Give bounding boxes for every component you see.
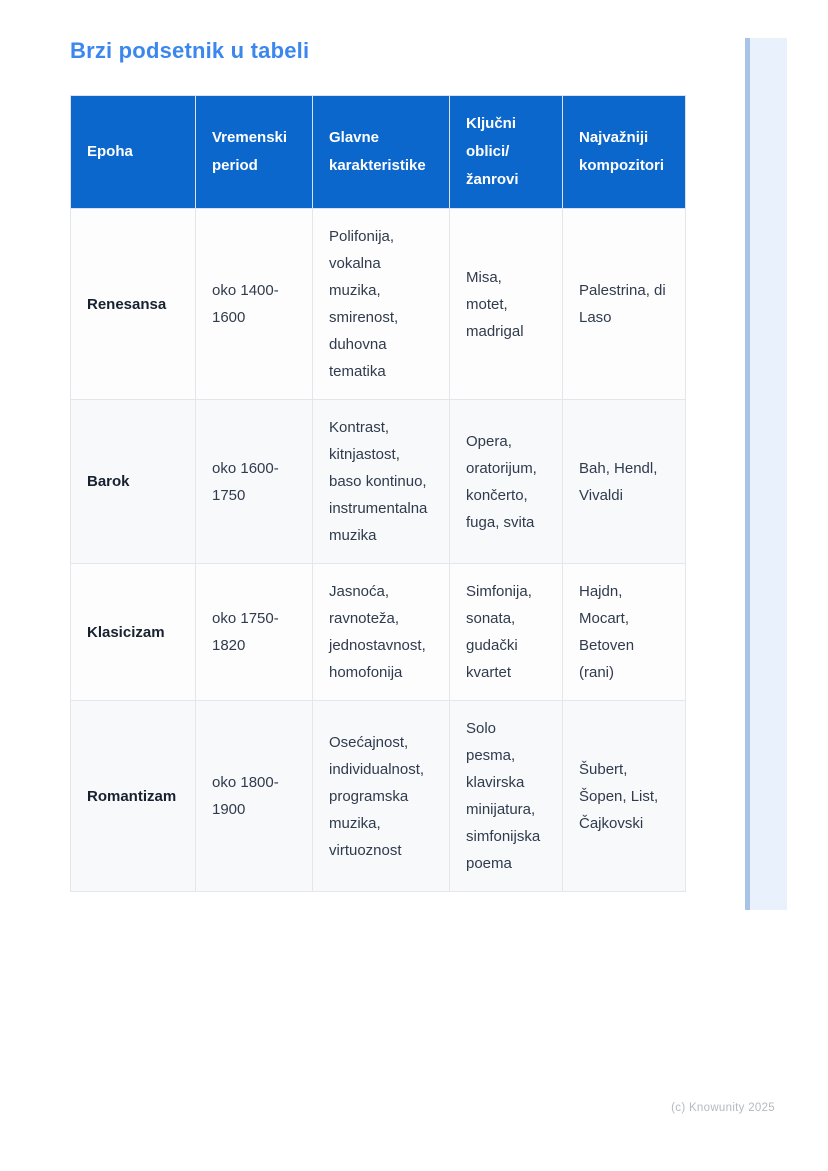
cell-characteristics: Kontrast, kitnjastost, baso kontinuo, instrumentalna muzika [313,400,450,564]
table-row-klasicizam [71,564,686,701]
table-body [71,209,686,892]
cell-epoch: Barok [71,400,196,564]
cell-epoch: Renesansa [71,209,196,400]
cell-characteristics: Jasnoća, ravnoteža, jednostavnost, homofonija [313,564,450,701]
cell-composers: Palestrina, di Laso [563,209,686,400]
cell-characteristics: Polifonija, vokalna muzika, smirenost, duhovna tematika [313,209,450,400]
column-header-najvazniji-kompozitori: Najvažniji kompozitori [563,96,686,209]
column-header-epoha: Epoha [71,96,196,209]
copyright-text: (c) Knowunity 2025 [671,1102,775,1114]
cell-composers: Hajdn, Mocart, Betoven (rani) [563,564,686,701]
cell-period: oko 1600-1750 [196,400,313,564]
cell-epoch: Romantizam [71,701,196,892]
cell-epoch: Klasicizam [71,564,196,701]
table-header-row [71,96,686,209]
page-title: Brzi podsetnik u tabeli [70,38,310,63]
cell-forms: Simfonija, sonata, gudački kvartet [450,564,563,701]
cell-characteristics: Osećajnost, individualnost, programska muzika, virtuoznost [313,701,450,892]
table-row-romantizam [71,701,686,892]
cell-period: oko 1400-1600 [196,209,313,400]
table-row-barok [71,400,686,564]
table-row-renesansa [71,209,686,400]
column-header-vremenski-period: Vremenski period [196,96,313,209]
cell-forms: Misa, motet, madrigal [450,209,563,400]
column-header-kljucni-oblici: Ključni oblici/žanrovi [450,96,563,209]
column-header-glavne-karakteristike: Glavne karakteristike [313,96,450,209]
cell-period: oko 1800-1900 [196,701,313,892]
cell-forms: Solo pesma, klavirska minijatura, simfonijska poema [450,701,563,892]
table-header [71,96,686,209]
music-epochs-table [70,95,686,892]
cell-composers: Bah, Hendl, Vivaldi [563,400,686,564]
right-accent-bar [745,38,787,910]
cell-forms: Opera, oratorijum, končerto, fuga, svita [450,400,563,564]
cell-composers: Šubert, Šopen, List, Čajkovski [563,701,686,892]
cell-period: oko 1750-1820 [196,564,313,701]
